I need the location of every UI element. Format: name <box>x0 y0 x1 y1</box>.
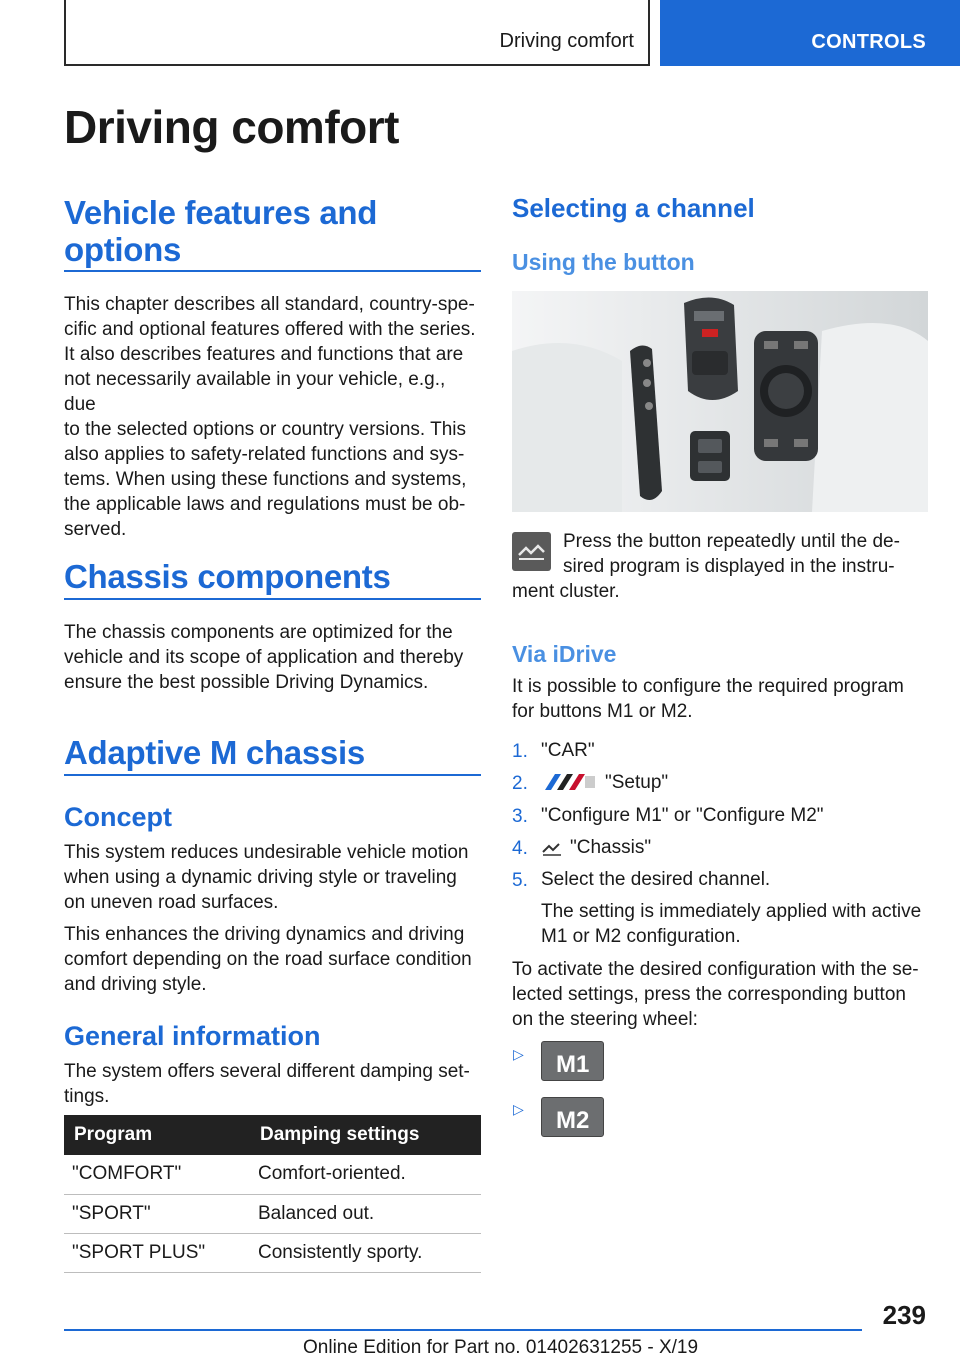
text-line: The chassis components are optimized for the <box>64 622 453 643</box>
text-line: The system offers several different damping set- <box>64 1061 470 1082</box>
text-line: on uneven road surfaces. <box>64 892 279 913</box>
table-cell: "COMFORT" <box>64 1155 250 1194</box>
table-row <box>64 1233 481 1272</box>
center-console-illustration <box>512 291 928 512</box>
step-text: "Configure M1" or "Configure M2" <box>541 805 824 826</box>
table-cell: Consistently sporty. <box>250 1233 481 1272</box>
text-line: This system reduces undesirable vehicle motion <box>64 842 469 863</box>
m1-label: M1 <box>556 1051 590 1078</box>
chassis-paragraph <box>64 620 481 695</box>
text-line: also applies to safety-related functions and sys- <box>64 444 465 465</box>
text-line: when using a dynamic driving style or traveling <box>64 867 457 888</box>
heading-using-button: Using the button <box>512 249 695 275</box>
concept-paragraph-1 <box>64 840 481 915</box>
footer-edition: Online Edition for Part no. 01402631255 - X/19 <box>303 1337 699 1358</box>
table-cell: "SPORT" <box>64 1194 250 1233</box>
table-header: Damping settings <box>250 1115 481 1155</box>
text-line: comfort depending on the road surface condition <box>64 949 472 970</box>
table-cell: Comfort-oriented. <box>250 1155 481 1194</box>
center-console-photo <box>512 291 928 512</box>
step-number: 1. <box>512 741 528 762</box>
text-line: cific and optional features offered with the series. <box>64 319 476 340</box>
page-title: Driving comfort <box>64 101 399 153</box>
text-line: served. <box>64 519 127 540</box>
vehicle-features-paragraph <box>64 292 481 542</box>
text-line: on the steering wheel: <box>512 1009 698 1030</box>
header-section-title: Driving comfort <box>499 30 634 52</box>
text-line: and driving style. <box>64 974 207 995</box>
header-section-box <box>64 0 650 66</box>
step-note <box>541 899 928 949</box>
bullet-marker: ▷ <box>513 1046 524 1062</box>
heading-selecting-channel: Selecting a channel <box>512 193 755 223</box>
general-paragraph <box>64 1059 481 1109</box>
bullet-marker: ▷ <box>513 1101 524 1117</box>
damping-table <box>64 1115 481 1273</box>
text-line: This enhances the driving dynamics and driving <box>64 924 465 945</box>
text-line: It is possible to configure the required program <box>512 676 904 697</box>
m-stripes-icon <box>541 772 595 792</box>
heading-vehicle-features <box>64 194 377 268</box>
m2-button-glyph <box>542 1098 605 1138</box>
table-row <box>64 1155 481 1194</box>
text-line: ensure the best possible Driving Dynamics. <box>64 672 429 693</box>
text-line: Press the button repeatedly until the de- <box>563 531 900 552</box>
page-number: 239 <box>882 1300 926 1330</box>
step-number: 3. <box>512 806 528 827</box>
section-rule <box>64 270 481 272</box>
chassis-icon <box>541 838 563 858</box>
heading-via-idrive: Via iDrive <box>512 641 617 667</box>
table-row <box>64 1194 481 1233</box>
idrive-outro-paragraph <box>512 957 928 1032</box>
chassis-button-icon <box>512 532 551 571</box>
text-line: to the selected options or country versions. This <box>64 419 467 440</box>
text-line: tings. <box>64 1086 110 1107</box>
header-chapter-title: CONTROLS <box>811 31 926 53</box>
heading-line: Vehicle features and <box>64 194 378 231</box>
header-chapter-box <box>660 0 960 66</box>
chassis-button-glyph <box>512 532 551 571</box>
text-line: The setting is immediately applied with active <box>541 901 922 922</box>
m2-label: M2 <box>556 1107 590 1134</box>
text-line: the applicable laws and regulations must be ob- <box>64 494 466 515</box>
idrive-paragraph <box>512 674 928 724</box>
text-line: not necessarily available in your vehicle, e.g., due <box>64 369 446 415</box>
step-text: "CAR" <box>541 740 595 761</box>
step-text: "Setup" <box>605 772 669 793</box>
step-number: 2. <box>512 773 528 794</box>
text-line: lected settings, press the corresponding button <box>512 984 906 1005</box>
step-number: 5. <box>512 870 528 891</box>
step-text: Select the desired channel. <box>541 869 771 890</box>
text-line: vehicle and its scope of application and thereby <box>64 647 464 668</box>
table-header-row <box>64 1115 481 1155</box>
text-line: tems. When using these functions and systems, <box>64 469 467 490</box>
text-line: sired program is displayed in the instru- <box>563 556 895 577</box>
heading-general-information: General information <box>64 1021 321 1051</box>
text-line: ment cluster. <box>512 581 620 602</box>
section-rule <box>64 774 481 776</box>
text-line: M1 or M2 configuration. <box>541 926 741 947</box>
m1-button-glyph <box>542 1042 605 1082</box>
concept-paragraph-2 <box>64 922 481 997</box>
m2-button-icon <box>541 1097 604 1137</box>
heading-line: options <box>64 231 182 268</box>
footer-rule <box>64 1329 862 1331</box>
table-cell: "SPORT PLUS" <box>64 1233 250 1272</box>
text-line: This chapter describes all standard, country-spe- <box>64 294 475 315</box>
text-line: To activate the desired configuration with the se- <box>512 959 919 980</box>
section-rule <box>64 598 481 600</box>
heading-adaptive-m-chassis: Adaptive M chassis <box>64 734 365 771</box>
using-button-paragraph-end <box>512 579 928 604</box>
text-line: for buttons M1 or M2. <box>512 701 693 722</box>
using-button-paragraph <box>563 529 928 579</box>
step-number: 4. <box>512 838 528 859</box>
heading-chassis-components: Chassis components <box>64 558 391 595</box>
step-text: "Chassis" <box>570 837 652 858</box>
m1-button-icon <box>541 1041 604 1081</box>
table-cell: Balanced out. <box>250 1194 481 1233</box>
heading-concept: Concept <box>64 802 172 832</box>
table-header: Program <box>64 1115 250 1155</box>
text-line: It also describes features and functions that are <box>64 344 464 365</box>
